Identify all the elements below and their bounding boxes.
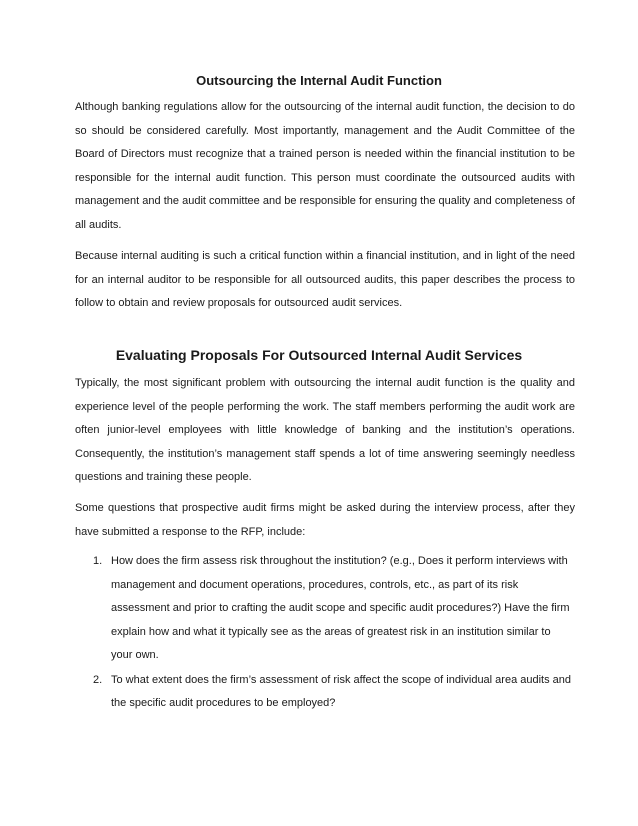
list-item-number: 2. bbox=[93, 673, 103, 686]
list-item-text: How does the firm assess risk throughout the institution? (e.g., Does it perform interviews with management and document operations, procedures, controls, etc., as part of its risk assessment and prior to crafting the audit scope and specific audit procedures?) Have the firm explain how and what it typically see as the areas of greatest risk in an institution similar to your own. bbox=[111, 555, 570, 661]
intro-paragraph-1: Although banking regulations allow for the outsourcing of the internal audit function, the decision to do so should be considered carefully. Most importantly, management and the Audit Committee of the Board of Directors must recognize that a trained person is needed within the financial institution to be responsible for the internal audit function. This person must coordinate the outsourced audits with management and the audit committee and be responsible for ensuring the quality and completeness of all audits. bbox=[75, 101, 575, 231]
section-paragraph-1: Typically, the most significant problem with outsourcing the internal audit function is the quality and experience level of the people performing the work. The staff members performing the audit work are often junior-level employees with little knowledge of banking and the institution’s operations. Consequently, the institution’s management staff spends a lot of time answering seemingly needless questions and training these people. bbox=[75, 377, 575, 483]
questions-list bbox=[75, 550, 575, 717]
list-item-number: 1. bbox=[93, 555, 103, 567]
list-item bbox=[75, 669, 575, 716]
list-item-text: To what extent does the firm’s assessment of risk affect the scope of individual area audits and the specific audit procedures to be employed? bbox=[111, 673, 572, 709]
intro-paragraph-2: Because internal auditing is such a critical function within a financial institution, and in light of the need for an internal auditor to be responsible for all outsourced audits, this paper describes the process to follow to obtain and review proposals for outsourced audit services. bbox=[75, 250, 575, 309]
section-paragraph-2: Some questions that prospective audit firms might be asked during the interview process, after they have submitted a response to the RFP, include: bbox=[75, 502, 575, 538]
document-title: Outsourcing the Internal Audit Function bbox=[196, 73, 442, 88]
list-item bbox=[75, 550, 575, 668]
section-title: Evaluating Proposals For Outsourced Internal Audit Services bbox=[115, 347, 523, 363]
